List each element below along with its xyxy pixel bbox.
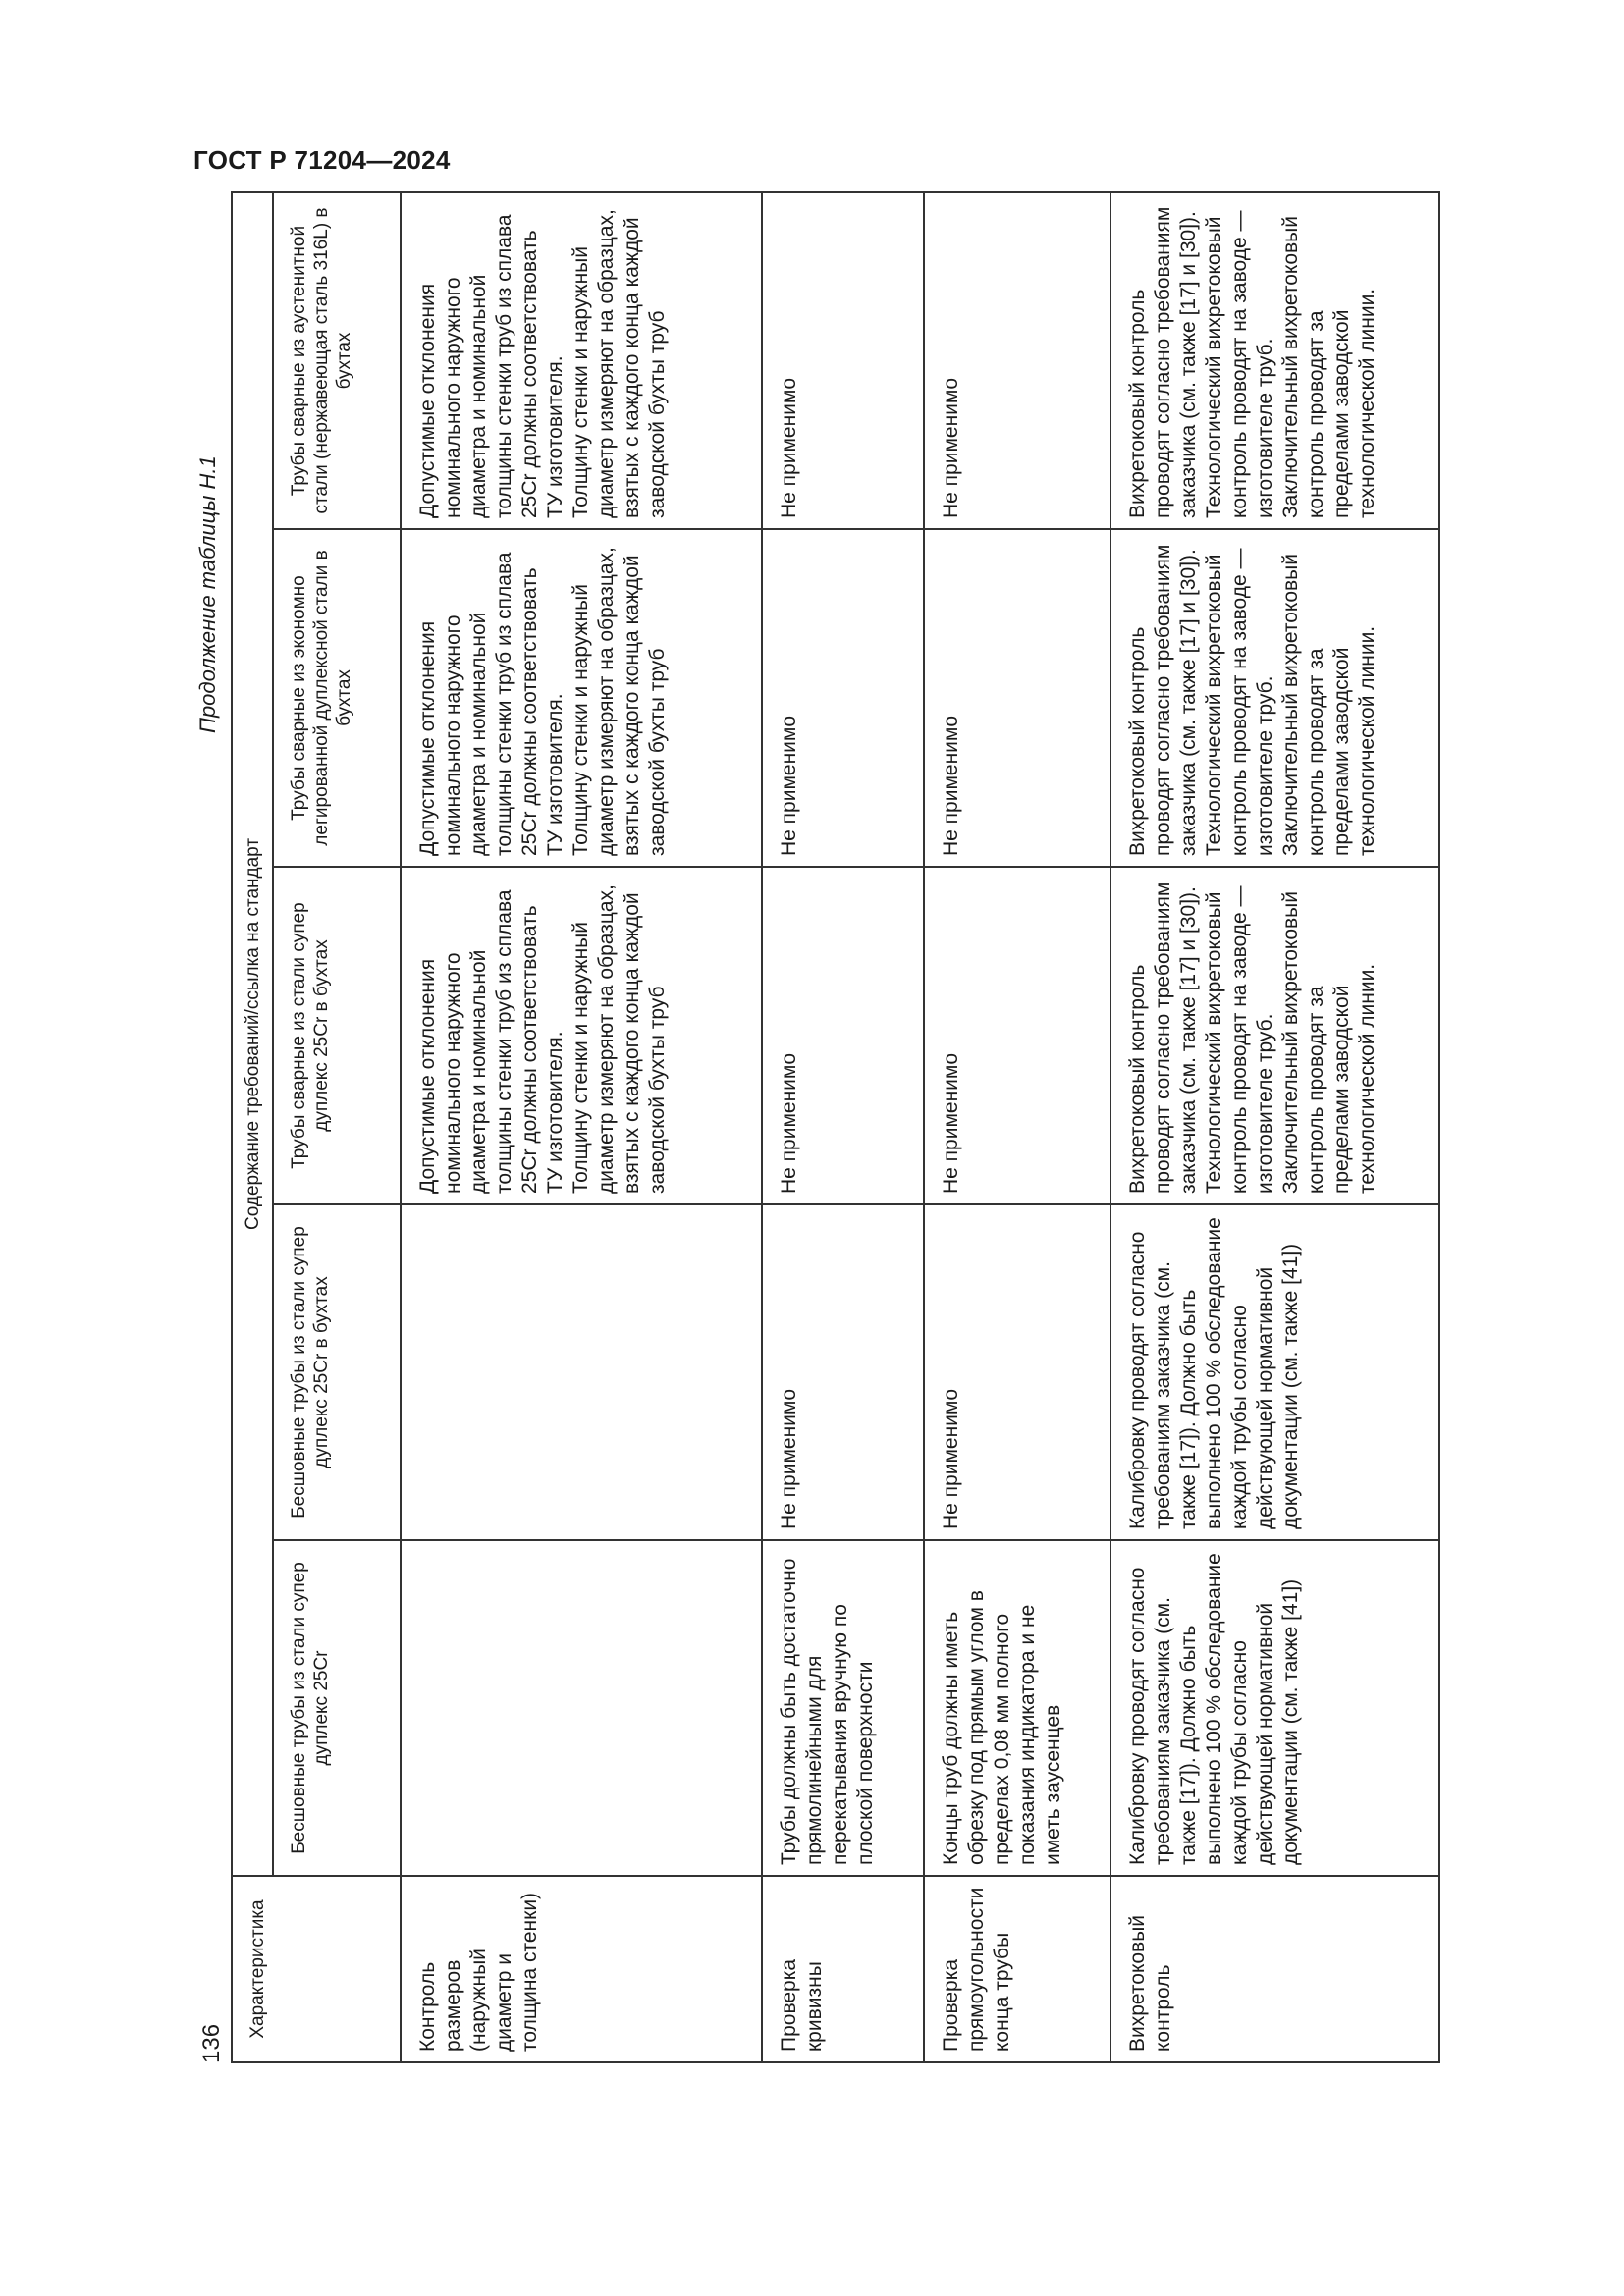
table-cell: Не применимо [924, 529, 1110, 867]
table-caption: Продолжение таблицы Н.1 [195, 455, 220, 733]
column-header: Бесшовные трубы из стали супер дуплекс 25Cr в бухтах [273, 1204, 401, 1540]
row-characteristic: Вихретоковый контроль [1110, 1876, 1439, 2062]
table-cell: Не применимо [924, 192, 1110, 529]
table-cell: Концы труб должны иметь обрезку под прямым углом в пределах 0,08 мм полного показания индикатора и не иметь заусенцев [924, 1540, 1110, 1876]
table-cell: Калибровку проводят согласно требованиям заказчика (см. также [17]). Должно быть выполнено 100 % обследование каждой трубы согласно действующей нормативной документации (см. также [41]) [1110, 1204, 1439, 1540]
table-cell: Вихретоковый контроль проводят согласно требованиям заказчика (см. также [17] и [30]). Технологический вихретоковый контроль проводят на заводе — изготовителе труб. Заключительный вихретоковый контроль проводят за пределами заводской технологической линии. [1110, 192, 1439, 529]
table-cell: Не применимо [762, 529, 924, 867]
table-cell: Допустимые отклонения номинального наружного диаметра и номинальной толщины стенки труб из сплава 25Cr должны соответствовать ТУ изготовителя. Толщину стенки и наружный диаметр измеряют на образцах, взятых с каждого конца каждой заводской бухты труб [401, 867, 762, 1204]
table-cell: Калибровку проводят согласно требованиям заказчика (см. также [17]). Должно быть выполнено 100 % обследование каждой трубы согласно действующей нормативной документации (см. также [41]) [1110, 1540, 1439, 1876]
table-cell [401, 1204, 762, 1540]
table-cell: Не применимо [924, 867, 1110, 1204]
characteristic-header: Характеристика [232, 1876, 401, 2062]
column-header: Трубы сварные из стали супер дуплекс 25Cr в бухтах [273, 867, 401, 1204]
table-row-squareness [924, 192, 1110, 2062]
table-cell: Трубы должны быть достаточно прямолинейными для перекатывания вручную по плоской поверхности [762, 1540, 924, 1876]
group-header: Содержание требований/ссылка на стандарт [232, 192, 273, 1876]
column-header: Трубы сварные из аустенитной стали (нержавеющая сталь 316L) в бухтах [273, 192, 401, 529]
table-cell: Не применимо [762, 1204, 924, 1540]
table-cell: Не применимо [924, 1204, 1110, 1540]
requirements-table [231, 191, 1440, 2063]
row-characteristic: Контроль размеров (наружный диаметр и толщина стенки) [401, 1876, 762, 2062]
header-row-columns [273, 192, 401, 2062]
document-code: ГОСТ Р 71204—2024 [193, 145, 451, 175]
page-number: 136 [198, 2023, 225, 2063]
table-row-eddy-current [1110, 192, 1439, 2062]
header-row-group [232, 192, 273, 2062]
rotated-table-region [182, 192, 1438, 2063]
column-header: Бесшовные трубы из стали супер дуплекс 25Cr [273, 1540, 401, 1876]
row-characteristic: Проверка прямоугольности конца трубы [924, 1876, 1110, 2062]
row-characteristic: Проверка кривизны [762, 1876, 924, 2062]
table-cell: Допустимые отклонения номинального наружного диаметра и номинальной толщины стенки труб из сплава 25Cr должны соответствовать ТУ изготовителя. Толщину стенки и наружный диаметр измеряют на образцах, взятых с каждого конца каждой заводской бухты труб [401, 529, 762, 867]
table-cell: Допустимые отклонения номинального наружного диаметра и номинальной толщины стенки труб из сплава 25Cr должны соответствовать ТУ изготовителя. Толщину стенки и наружный диаметр измеряют на образцах, взятых с каждого конца каждой заводской бухты труб [401, 192, 762, 529]
column-header: Трубы сварные из экономно легированной дуплексной стали в бухтах [273, 529, 401, 867]
table-cell: Вихретоковый контроль проводят согласно требованиям заказчика (см. также [17] и [30]). Технологический вихретоковый контроль проводят на заводе — изготовителе труб. Заключительный вихретоковый контроль проводят за пределами заводской технологической линии. [1110, 529, 1439, 867]
table-cell: Не применимо [762, 867, 924, 1204]
table-cell: Не применимо [762, 192, 924, 529]
table-cell [401, 1540, 762, 1876]
table-row-dimensions [401, 192, 762, 2062]
table-cell: Вихретоковый контроль проводят согласно требованиям заказчика (см. также [17] и [30]). Технологический вихретоковый контроль проводят на заводе — изготовителе труб. Заключительный вихретоковый контроль проводят за пределами заводской технологической линии. [1110, 867, 1439, 1204]
table-row-curvature [762, 192, 924, 2062]
